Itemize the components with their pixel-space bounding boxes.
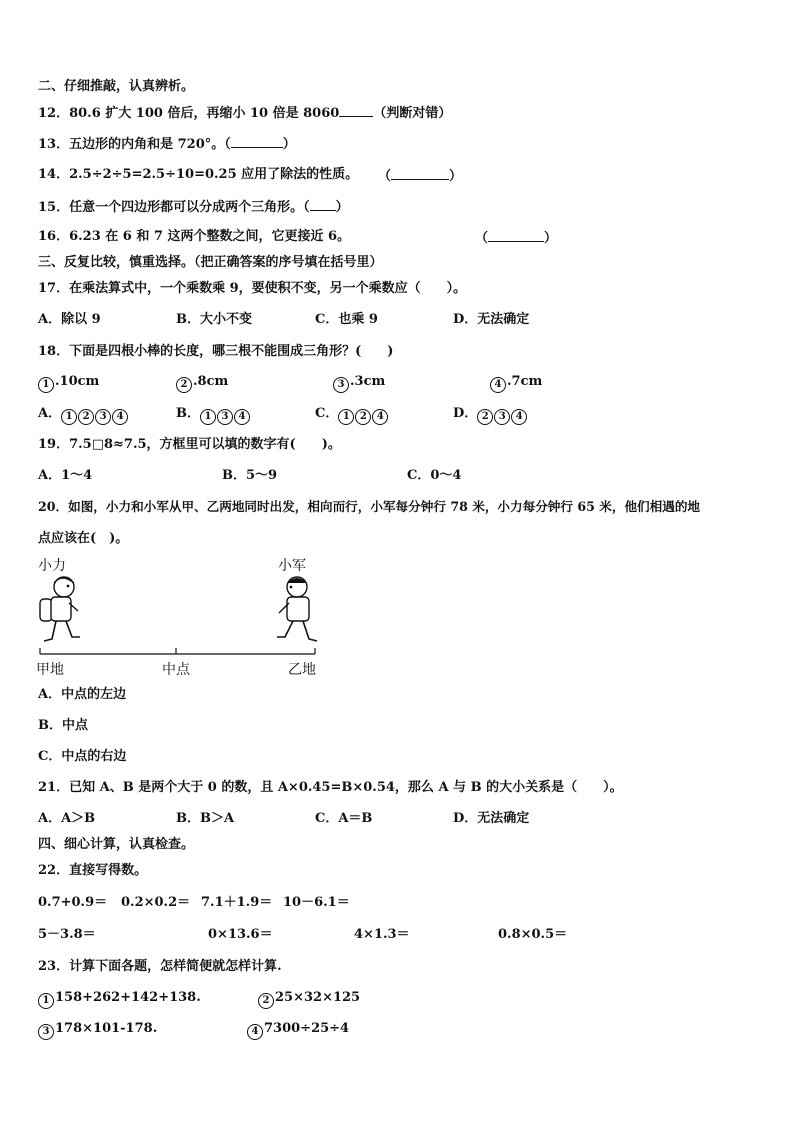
question-16-answer <box>475 228 557 248</box>
paren-open: （ <box>475 231 489 246</box>
option-c[interactable]: C．也乘 9 <box>315 312 378 327</box>
circled-number: 4 <box>490 377 506 393</box>
circled-number: 3 <box>38 1024 54 1040</box>
expression: 7300÷25÷4 <box>264 1021 350 1036</box>
answer-blank[interactable] <box>339 103 373 117</box>
question-14-text: 14．2.5÷2÷5=2.5÷10=0.25 应用了除法的性质。 <box>38 167 359 182</box>
calc-item: 0.2×0.2＝ <box>121 895 191 910</box>
circled-number: 1 <box>200 409 216 425</box>
paren-close: ） <box>449 169 463 184</box>
walking-boy-left-icon <box>34 575 86 647</box>
circled-number: 1 <box>38 993 54 1009</box>
stick-3 <box>333 373 385 393</box>
expression: 25×32×125 <box>275 990 361 1005</box>
question-21: 21．已知 A、B 是两个大于 0 的数，且 A×0.45=B×0.54，那么 A 与 B 的大小关系是（ ）。 <box>38 780 623 795</box>
circled-number: 1 <box>38 377 54 393</box>
option-a[interactable]: A．1～4 <box>38 468 93 483</box>
option-c[interactable] <box>315 405 389 425</box>
option-a[interactable]: A．A＞B <box>38 811 96 826</box>
walking-boy-right-icon <box>273 575 325 647</box>
circled-number: 2 <box>355 409 371 425</box>
calc-item: 0.8×0.5＝ <box>498 927 568 942</box>
calc-item: 5－3.8＝ <box>38 927 96 942</box>
paren-open: （ <box>378 169 392 184</box>
question-12-tail: （判断对错） <box>373 106 452 121</box>
option-b[interactable]: B．大小不变 <box>176 312 252 327</box>
question-17: 17．在乘法算式中，一个乘数乘 9，要使积不变，另一个乘数应（ ）。 <box>38 281 467 296</box>
question-13 <box>38 134 296 154</box>
calc-problem-3 <box>38 1020 157 1040</box>
circled-number: 2 <box>176 377 192 393</box>
question-12 <box>38 103 451 123</box>
question-20-line-2: 点应该在( )。 <box>38 531 129 546</box>
option-a[interactable] <box>38 405 129 425</box>
circled-number: 4 <box>511 409 527 425</box>
question-15-text: 15．任意一个四边形都可以分成两个三角形。（ <box>38 200 310 215</box>
calc-item: 7.1＋1.9＝ <box>201 895 273 910</box>
circled-number: 1 <box>338 409 354 425</box>
option-letter: B． <box>176 406 200 421</box>
stick-length: .8cm <box>193 374 229 389</box>
answer-blank[interactable] <box>488 228 544 242</box>
question-12-text: 12．80.6 扩大 100 倍后，再缩小 10 倍是 8060 <box>38 106 340 121</box>
question-20-figure <box>30 555 340 685</box>
expression: 178×101-178. <box>55 1021 158 1036</box>
option-b[interactable]: B．5～9 <box>222 468 278 483</box>
option-d[interactable] <box>453 405 528 425</box>
expression: 158+262+142+138. <box>55 990 201 1005</box>
circled-number: 3 <box>217 409 233 425</box>
question-15 <box>38 197 349 217</box>
end-point-label: 乙地 <box>288 662 316 678</box>
circled-number: 2 <box>78 409 94 425</box>
option-a[interactable]: A．中点的左边 <box>38 687 127 702</box>
right-person-label: 小军 <box>278 558 306 574</box>
question-19: 19．7.5□8≈7.5，方框里可以填的数字有( )。 <box>38 437 341 452</box>
stick-1 <box>38 373 99 393</box>
option-letter: C． <box>315 406 339 421</box>
stick-length: .10cm <box>55 374 100 389</box>
option-b[interactable]: B．B＞A <box>176 811 235 826</box>
circled-number: 4 <box>112 409 128 425</box>
left-person-label: 小力 <box>38 558 66 574</box>
calc-item: 10－6.1＝ <box>283 895 350 910</box>
option-b[interactable]: B．中点 <box>38 718 88 733</box>
option-a[interactable]: A．除以 9 <box>38 312 101 327</box>
stick-4 <box>490 373 542 393</box>
circled-number: 4 <box>247 1024 263 1040</box>
question-16 <box>38 228 350 246</box>
question-13-tail: ） <box>282 137 296 152</box>
circled-number: 1 <box>61 409 77 425</box>
answer-blank[interactable] <box>310 197 336 211</box>
circled-number: 4 <box>234 409 250 425</box>
calc-problem-1 <box>38 989 201 1009</box>
option-c[interactable]: C．A＝B <box>315 811 373 826</box>
option-d[interactable]: D．无法确定 <box>453 811 530 826</box>
circled-number: 2 <box>258 993 274 1009</box>
question-13-text: 13．五边形的内角和是 720°。（ <box>38 137 231 152</box>
question-18: 18．下面是四根小棒的长度，哪三根不能围成三角形？( ) <box>38 344 394 359</box>
question-16-text: 16．6.23 在 6 和 7 这两个整数之间，它更接近 6。 <box>38 229 351 244</box>
section-title-4: 四、细心计算，认真检查。 <box>38 837 195 852</box>
question-14-answer <box>378 166 462 186</box>
option-letter: A． <box>38 406 62 421</box>
stick-length: .3cm <box>350 374 386 389</box>
answer-blank[interactable] <box>391 166 449 180</box>
start-point-label: 甲地 <box>36 662 64 678</box>
calc-problem-2 <box>258 989 360 1009</box>
circled-number: 3 <box>333 377 349 393</box>
option-c[interactable]: C．中点的右边 <box>38 749 127 764</box>
question-23: 23．计算下面各题，怎样简便就怎样计算. <box>38 959 282 974</box>
option-letter: D． <box>453 406 478 421</box>
circled-number: 3 <box>494 409 510 425</box>
midpoint-label: 中点 <box>162 662 190 678</box>
stick-length: .7cm <box>507 374 543 389</box>
stick-2 <box>176 373 228 393</box>
calc-item: 0.7+0.9＝ <box>38 895 108 910</box>
calc-item: 0×13.6＝ <box>208 927 273 942</box>
calc-problem-4 <box>247 1020 349 1040</box>
answer-blank[interactable] <box>231 134 283 148</box>
question-22: 22．直接写得数。 <box>38 863 148 878</box>
question-15-tail: ） <box>335 200 349 215</box>
option-d[interactable]: D．无法确定 <box>453 312 530 327</box>
circled-number: 3 <box>95 409 111 425</box>
calc-item: 4×1.3＝ <box>354 927 410 942</box>
question-20-line-1: 20．如图，小力和小军从甲、乙两地同时出发，相向而行，小军每分钟行 78 米，小力每分钟行 65 米，他们相遇的地 <box>38 499 701 514</box>
circled-number: 2 <box>477 409 493 425</box>
circled-number: 4 <box>372 409 388 425</box>
question-14 <box>38 166 358 184</box>
option-b[interactable] <box>176 405 251 425</box>
section-title-2: 二、仔细推敲，认真辨析。 <box>38 79 195 94</box>
option-c[interactable]: C．0～4 <box>407 468 462 483</box>
paren-close: ） <box>544 231 558 246</box>
section-title-3: 三、反复比较，慎重选择。（把正确答案的序号填在括号里） <box>38 255 383 270</box>
